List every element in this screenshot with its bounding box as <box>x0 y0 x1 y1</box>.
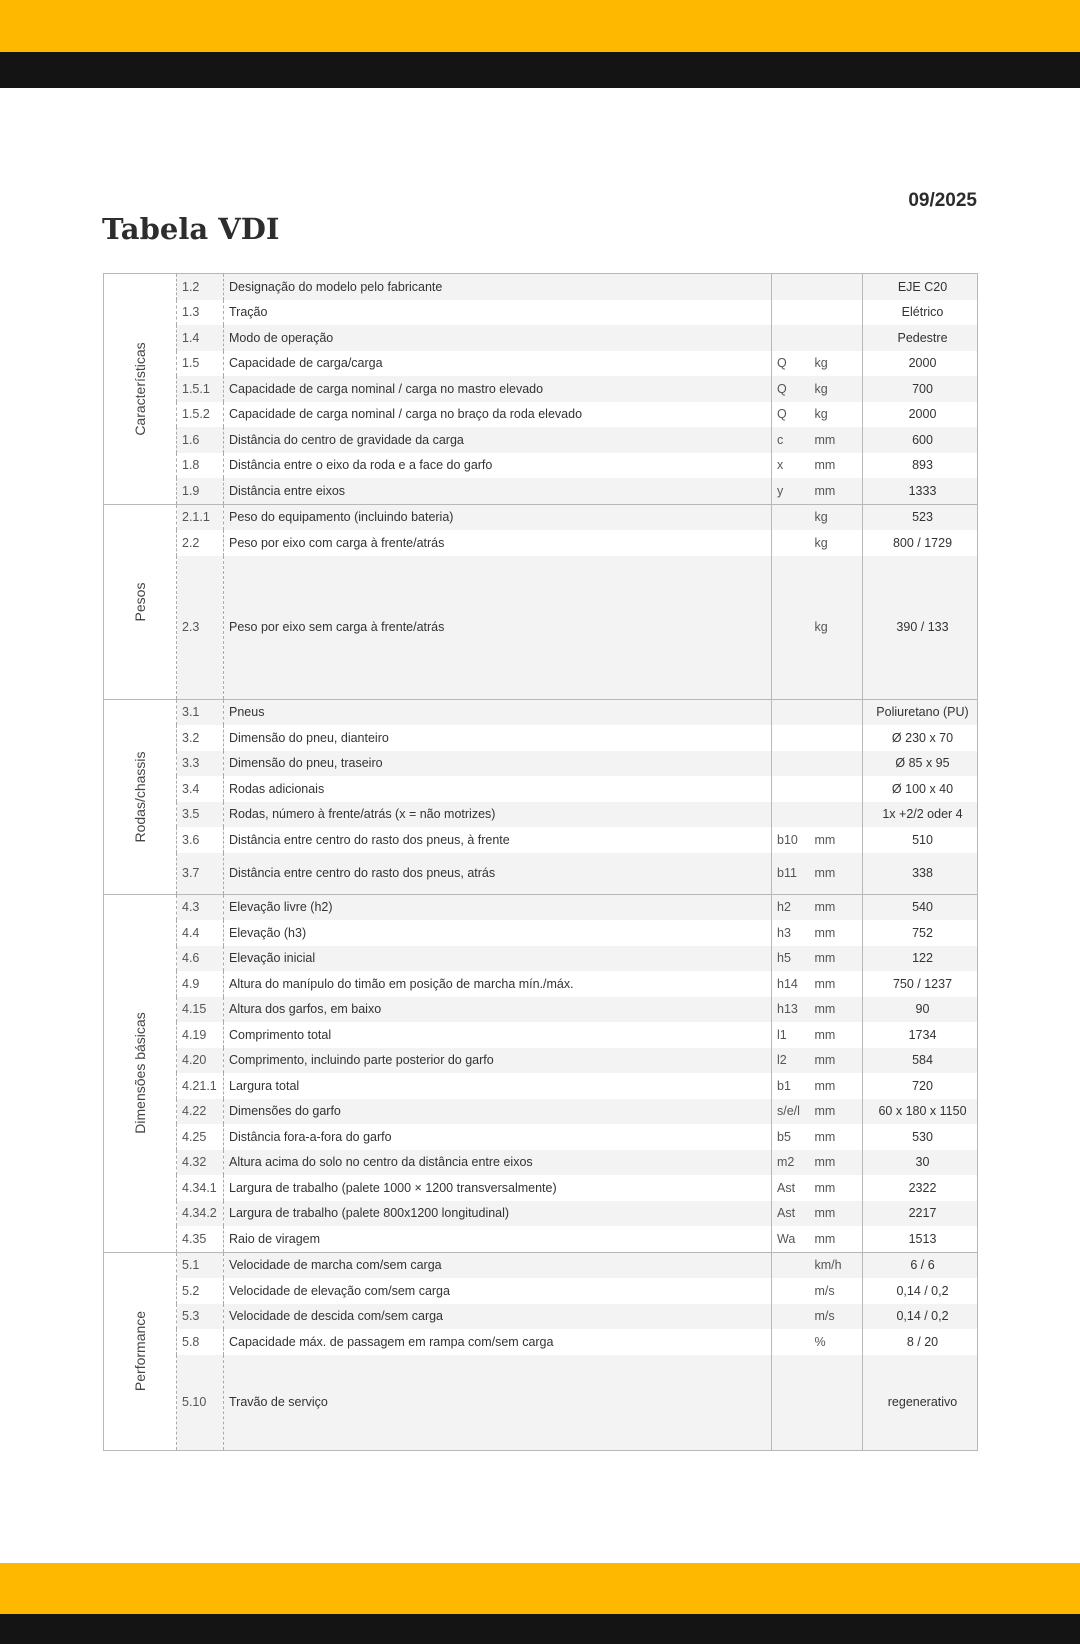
row-description: Peso por eixo com carga à frente/atrás <box>224 530 772 556</box>
table-row <box>104 971 978 997</box>
top-yellow-band <box>0 0 1080 52</box>
row-description: Elevação (h3) <box>224 920 772 946</box>
row-description: Distância do centro de gravidade da carga <box>224 427 772 453</box>
row-symbol: l2 <box>772 1048 810 1074</box>
table-row <box>104 997 978 1023</box>
row-symbol: h2 <box>772 894 810 920</box>
row-value: Elétrico <box>863 300 978 326</box>
row-description: Largura de trabalho (palete 800x1200 longitudinal) <box>224 1201 772 1227</box>
row-number: 4.9 <box>177 971 224 997</box>
row-description: Velocidade de marcha com/sem carga <box>224 1252 772 1278</box>
row-symbol: s/e/l <box>772 1099 810 1125</box>
row-description: Capacidade de carga/carga <box>224 351 772 377</box>
row-description: Peso do equipamento (incluindo bateria) <box>224 504 772 530</box>
row-value: 800 / 1729 <box>863 530 978 556</box>
row-value: 2217 <box>863 1201 978 1227</box>
row-unit: mm <box>814 832 836 847</box>
table-row <box>104 1329 978 1355</box>
row-value: 1333 <box>863 478 978 504</box>
row-number: 1.4 <box>177 325 224 351</box>
row-number: 2.3 <box>177 556 224 700</box>
row-number: 2.1.1 <box>177 504 224 530</box>
row-unit: mm <box>810 478 863 504</box>
row-symbol: h5 <box>772 946 810 972</box>
row-value: 752 <box>863 920 978 946</box>
row-number: 4.3 <box>177 894 224 920</box>
row-number: 4.34.1 <box>177 1175 224 1201</box>
row-symbol: h13 <box>772 997 810 1023</box>
group-label: Pesos <box>132 582 148 621</box>
row-number: 1.9 <box>177 478 224 504</box>
group-label: Características <box>132 342 148 436</box>
row-description: Modo de operação <box>224 325 772 351</box>
group-label: Performance <box>132 1310 148 1392</box>
row-number: 5.8 <box>177 1329 224 1355</box>
table-row <box>104 1252 978 1278</box>
table-row <box>104 453 978 479</box>
row-description: Velocidade de descida com/sem carga <box>224 1304 772 1330</box>
row-unit: mm <box>810 427 863 453</box>
row-symbol: Ast <box>777 1180 796 1195</box>
table-row <box>104 1073 978 1099</box>
table-row <box>104 1048 978 1074</box>
row-unit <box>810 300 863 326</box>
table-row <box>104 1124 978 1150</box>
row-unit: mm <box>814 925 836 940</box>
group-label-cell <box>104 274 177 505</box>
row-symbol <box>772 776 810 802</box>
row-number: 3.6 <box>177 827 224 853</box>
document-date: 09/2025 <box>908 190 977 211</box>
row-description: Dimensões do garfo <box>224 1099 772 1125</box>
row-unit: kg <box>814 356 828 371</box>
row-description: Distância fora-a-fora do garfo <box>224 1124 772 1150</box>
row-unit: mm <box>814 458 836 473</box>
row-unit: kg <box>810 504 863 530</box>
row-value: 338 <box>863 853 978 895</box>
row-unit: mm <box>814 1078 836 1093</box>
table-row <box>104 920 978 946</box>
row-description: Capacidade de carga nominal / carga no braço da roda elevado <box>224 402 772 428</box>
row-symbol: y <box>772 478 810 504</box>
row-number: 3.3 <box>177 751 224 777</box>
table-row <box>104 402 978 428</box>
row-number: 4.19 <box>177 1022 224 1048</box>
row-number: 4.20 <box>177 1048 224 1074</box>
row-number: 4.32 <box>177 1150 224 1176</box>
table-row <box>104 376 978 402</box>
table-row <box>104 802 978 828</box>
table-row <box>104 699 978 725</box>
row-symbol: Q <box>777 407 787 422</box>
row-value: 2322 <box>863 1175 978 1201</box>
row-unit: mm <box>814 1180 836 1195</box>
table-row <box>104 1201 978 1227</box>
table-row <box>104 300 978 326</box>
row-description: Elevação livre (h2) <box>224 894 772 920</box>
row-number: 3.7 <box>177 853 224 895</box>
row-unit: mm <box>810 997 863 1023</box>
row-unit <box>810 1355 863 1451</box>
row-symbol: m2 <box>772 1150 810 1176</box>
row-value: Pedestre <box>863 325 978 351</box>
row-value: 0,14 / 0,2 <box>863 1304 978 1330</box>
row-unit <box>810 325 863 351</box>
table-row <box>104 1022 978 1048</box>
row-number: 1.8 <box>177 453 224 479</box>
row-symbol: Ast <box>772 1201 810 1227</box>
row-value: 1x +2/2 oder 4 <box>863 802 978 828</box>
row-description: Travão de serviço <box>224 1355 772 1451</box>
row-symbol <box>772 751 810 777</box>
top-dark-band <box>0 52 1080 88</box>
row-symbol <box>772 556 810 700</box>
group-label-cell <box>104 699 177 894</box>
table-row <box>104 776 978 802</box>
row-number: 4.21.1 <box>177 1073 224 1099</box>
vdi-spec-table <box>103 273 978 1451</box>
row-value: 122 <box>863 946 978 972</box>
row-description: Raio de viragem <box>224 1226 772 1252</box>
row-unit: mm <box>810 1048 863 1074</box>
row-symbol <box>772 1252 810 1278</box>
row-value: Ø 100 x 40 <box>863 776 978 802</box>
row-number: 3.1 <box>177 699 224 725</box>
row-number: 4.25 <box>177 1124 224 1150</box>
table-row <box>104 478 978 504</box>
row-value: 8 / 20 <box>863 1329 978 1355</box>
row-description: Altura do manípulo do timão em posição de marcha mín./máx. <box>224 971 772 997</box>
row-number: 1.6 <box>177 427 224 453</box>
row-value: Ø 85 x 95 <box>863 751 978 777</box>
table-row <box>104 751 978 777</box>
row-description: Distância entre centro do rasto dos pneus, à frente <box>224 827 772 853</box>
row-value: 90 <box>863 997 978 1023</box>
row-unit: mm <box>810 894 863 920</box>
row-symbol <box>772 274 810 300</box>
row-unit: m/s <box>814 1283 835 1298</box>
row-description: Elevação inicial <box>224 946 772 972</box>
row-unit <box>810 699 863 725</box>
row-description: Velocidade de elevação com/sem carga <box>224 1278 772 1304</box>
row-number: 1.3 <box>177 300 224 326</box>
row-value: 1513 <box>863 1226 978 1252</box>
table-row <box>104 351 978 377</box>
row-description: Rodas, número à frente/atrás (x = não motrizes) <box>224 802 772 828</box>
table-row <box>104 1278 978 1304</box>
row-unit: m/s <box>810 1304 863 1330</box>
row-number: 5.10 <box>177 1355 224 1451</box>
bottom-dark-band <box>0 1614 1080 1644</box>
row-value: 893 <box>863 453 978 479</box>
table-row <box>104 556 978 700</box>
row-description: Designação do modelo pelo fabricante <box>224 274 772 300</box>
row-symbol <box>772 725 810 751</box>
table-row <box>104 274 978 300</box>
row-value: 1734 <box>863 1022 978 1048</box>
row-number: 4.35 <box>177 1226 224 1252</box>
row-description: Largura total <box>224 1073 772 1099</box>
table-row <box>104 946 978 972</box>
row-value: 0,14 / 0,2 <box>863 1278 978 1304</box>
group-label: Rodas/chassis <box>132 750 148 843</box>
row-description: Altura dos garfos, em baixo <box>224 997 772 1023</box>
table-row <box>104 725 978 751</box>
row-symbol: Q <box>777 356 787 371</box>
table-row <box>104 504 978 530</box>
row-value: 60 x 180 x 1150 <box>863 1099 978 1125</box>
row-unit: kg <box>814 407 828 422</box>
row-symbol <box>772 699 810 725</box>
table-row <box>104 1150 978 1176</box>
row-unit: kg <box>814 535 828 550</box>
row-value: regenerativo <box>863 1355 978 1451</box>
row-number: 1.5.2 <box>177 402 224 428</box>
row-number: 1.5 <box>177 351 224 377</box>
row-symbol <box>772 530 810 556</box>
row-description: Dimensão do pneu, dianteiro <box>224 725 772 751</box>
row-number: 4.15 <box>177 997 224 1023</box>
table-row <box>104 427 978 453</box>
row-unit: mm <box>814 1027 836 1042</box>
table-row <box>104 1099 978 1125</box>
row-value: 600 <box>863 427 978 453</box>
row-symbol: l1 <box>777 1027 787 1042</box>
row-unit <box>810 802 863 828</box>
table-row <box>104 1226 978 1252</box>
row-description: Tração <box>224 300 772 326</box>
row-unit: kg <box>810 556 863 700</box>
row-unit: mm <box>814 1231 836 1246</box>
row-description: Pneus <box>224 699 772 725</box>
row-number: 3.5 <box>177 802 224 828</box>
group-label-cell <box>104 504 177 699</box>
row-description: Largura de trabalho (palete 1000 × 1200 transversalmente) <box>224 1175 772 1201</box>
row-description: Capacidade de carga nominal / carga no mastro elevado <box>224 376 772 402</box>
row-number: 2.2 <box>177 530 224 556</box>
row-number: 1.5.1 <box>177 376 224 402</box>
row-description: Peso por eixo sem carga à frente/atrás <box>224 556 772 700</box>
row-number: 5.2 <box>177 1278 224 1304</box>
row-description: Comprimento total <box>224 1022 772 1048</box>
row-unit: mm <box>810 1150 863 1176</box>
row-value: 750 / 1237 <box>863 971 978 997</box>
bottom-yellow-band <box>0 1563 1080 1614</box>
row-value: 540 <box>863 894 978 920</box>
row-description: Rodas adicionais <box>224 776 772 802</box>
row-symbol: h3 <box>777 925 791 940</box>
table-row <box>104 853 978 895</box>
table-row <box>104 530 978 556</box>
row-description: Distância entre centro do rasto dos pneus, atrás <box>224 853 772 895</box>
row-symbol: b5 <box>777 1129 791 1144</box>
row-value: 6 / 6 <box>863 1252 978 1278</box>
table-row <box>104 894 978 920</box>
row-symbol <box>772 325 810 351</box>
row-number: 4.6 <box>177 946 224 972</box>
table-row <box>104 1355 978 1451</box>
row-unit: mm <box>814 976 836 991</box>
row-value: 523 <box>863 504 978 530</box>
row-unit <box>810 751 863 777</box>
row-symbol: b11 <box>772 853 810 895</box>
row-value: 700 <box>863 376 978 402</box>
table-row <box>104 1304 978 1330</box>
row-symbol: Q <box>772 376 810 402</box>
row-description: Altura acima do solo no centro da distância entre eixos <box>224 1150 772 1176</box>
row-unit: mm <box>810 946 863 972</box>
page-title: Tabela VDI <box>102 212 280 246</box>
row-description: Distância entre o eixo da roda e a face do garfo <box>224 453 772 479</box>
row-description: Comprimento, incluindo parte posterior do garfo <box>224 1048 772 1074</box>
row-number: 5.3 <box>177 1304 224 1330</box>
row-symbol: h14 <box>777 976 798 991</box>
row-number: 3.2 <box>177 725 224 751</box>
row-unit: % <box>814 1334 826 1349</box>
row-symbol: x <box>777 458 784 473</box>
table-row <box>104 827 978 853</box>
row-value: 720 <box>863 1073 978 1099</box>
row-description: Capacidade máx. de passagem em rampa com/sem carga <box>224 1329 772 1355</box>
row-symbol <box>772 1355 810 1451</box>
row-value: 510 <box>863 827 978 853</box>
group-label-cell <box>104 1252 177 1450</box>
row-symbol: b1 <box>777 1078 791 1093</box>
group-label-cell <box>104 894 177 1252</box>
row-value: 390 / 133 <box>863 556 978 700</box>
row-symbol <box>772 1304 810 1330</box>
row-symbol: c <box>772 427 810 453</box>
row-unit: mm <box>810 1099 863 1125</box>
row-value: 30 <box>863 1150 978 1176</box>
row-value: Ø 230 x 70 <box>863 725 978 751</box>
row-number: 5.1 <box>177 1252 224 1278</box>
row-number: 4.22 <box>177 1099 224 1125</box>
row-unit: kg <box>810 376 863 402</box>
row-unit: mm <box>814 1129 836 1144</box>
row-number: 3.4 <box>177 776 224 802</box>
row-number: 4.34.2 <box>177 1201 224 1227</box>
row-description: Distância entre eixos <box>224 478 772 504</box>
row-unit: mm <box>810 853 863 895</box>
row-unit <box>810 725 863 751</box>
table-row <box>104 1175 978 1201</box>
row-value: EJE C20 <box>863 274 978 300</box>
row-symbol: b10 <box>777 832 798 847</box>
row-value: 530 <box>863 1124 978 1150</box>
row-symbol <box>772 504 810 530</box>
row-symbol <box>772 802 810 828</box>
row-symbol <box>772 300 810 326</box>
row-unit: mm <box>810 1201 863 1227</box>
row-value: Poliuretano (PU) <box>863 699 978 725</box>
row-symbol <box>772 1329 810 1355</box>
row-value: 2000 <box>863 402 978 428</box>
row-value: 584 <box>863 1048 978 1074</box>
row-unit <box>810 274 863 300</box>
row-description: Dimensão do pneu, traseiro <box>224 751 772 777</box>
row-unit <box>810 776 863 802</box>
row-number: 4.4 <box>177 920 224 946</box>
row-number: 1.2 <box>177 274 224 300</box>
row-symbol: Wa <box>777 1231 796 1246</box>
table-row <box>104 325 978 351</box>
row-value: 2000 <box>863 351 978 377</box>
group-label: Dimensões básicas <box>132 1012 148 1134</box>
row-symbol <box>772 1278 810 1304</box>
row-unit: km/h <box>810 1252 863 1278</box>
